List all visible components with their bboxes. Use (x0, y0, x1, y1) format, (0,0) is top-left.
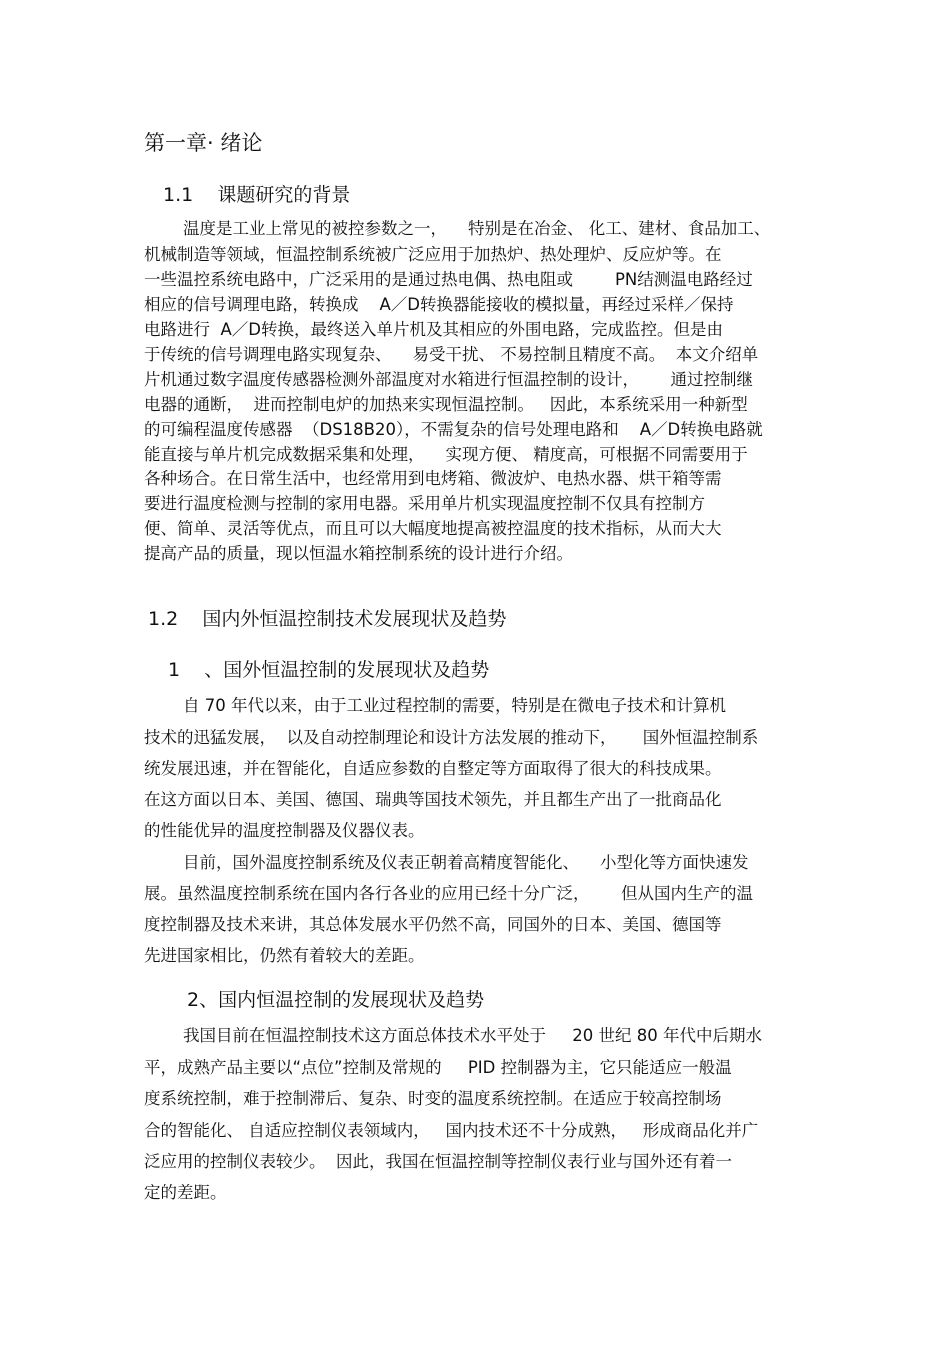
paragraph-line: 定的差距。 (144, 1183, 227, 1202)
subsection-2-heading: 2、国内恒温控制的发展现状及趋势 (187, 989, 485, 1011)
paragraph-line: 一些温控系统电路中，广泛采用的是通过热电偶、热电阻或 PN结测温电路经过 (144, 270, 753, 289)
paragraph-line: 各种场合。在日常生活中，也经常用到电烤箱、微波炉、电热水器、烘干箱等需 (144, 469, 722, 488)
paragraph-line: 要进行温度检测与控制的家用电器。采用单片机实现温度控制不仅具有控制方 (144, 494, 705, 513)
paragraph-line: 展。虽然温度控制系统在国内各行各业的应用已经十分广泛， 但从国内生产的温 (144, 884, 753, 903)
paragraph-line: 泛应用的控制仪表较少。 因此，我国在恒温控制等控制仪表行业与国外还有着一 (144, 1152, 732, 1171)
section-1-1-heading: 1.1 课题研究的背景 (163, 184, 351, 206)
subsection-1-heading: 1 、国外恒温控制的发展现状及趋势 (168, 659, 490, 681)
paragraph-line: 先进国家相比，仍然有着较大的差距。 (144, 946, 425, 965)
paragraph-line: 便、简单、灵活等优点，而且可以大幅度地提高被控温度的技术指标，从而大大 (144, 519, 722, 538)
paragraph-line: 提高产品的质量，现以恒温水箱控制系统的设计进行介绍。 (144, 544, 573, 563)
chapter-title: 第一章· 绪论 (144, 131, 263, 155)
paragraph-line: 于传统的信号调理电路实现复杂、 易受干扰、 不易控制且精度不高。 本文介绍单 (144, 345, 759, 364)
paragraph-line: 合的智能化、 自适应控制仪表领域内， 国内技术还不十分成熟， 形成商品化并广 (144, 1121, 759, 1140)
paragraph-line: 机械制造等领域，恒温控制系统被广泛应用于加热炉、热处理炉、反应炉等。在 (144, 245, 722, 264)
paragraph-line: 度控制器及技术来讲，其总体发展水平仍然不高，同国外的日本、美国、德国等 (144, 915, 722, 934)
paragraph-line: 电路进行 A／D转换，最终送入单片机及其相应的外围电路，完成监控。但是由 (144, 320, 723, 339)
paragraph-line: 片机通过数字温度传感器检测外部温度对水箱进行恒温控制的设计， 通过控制继 (144, 370, 753, 389)
paragraph-line: 温度是工业上常见的被控参数之一， 特别是在冶金、 化工、建材、食品加工、 (183, 219, 771, 238)
paragraph-line: 统发展迅速，并在智能化，自适应参数的自整定等方面取得了很大的科技成果。 (144, 759, 722, 778)
paragraph-line: 目前，国外温度控制系统及仪表正朝着高精度智能化、 小型化等方面快速发 (183, 853, 749, 872)
paragraph-line: 的性能优异的温度控制器及仪器仪表。 (144, 821, 425, 840)
paragraph-line: 在这方面以日本、美国、德国、瑞典等国技术领先，并且都生产出了一批商品化 (144, 790, 722, 809)
paragraph-line: 平，成熟产品主要以“点位”控制及常规的 PID 控制器为主，它只能适应一般温 (144, 1058, 732, 1077)
paragraph-line: 自 70 年代以来，由于工业过程控制的需要，特别是在微电子技术和计算机 (183, 696, 726, 715)
paragraph-line: 我国目前在恒温控制技术这方面总体技术水平处于 20 世纪 80 年代中后期水 (183, 1026, 762, 1045)
paragraph-line: 技术的迅猛发展， 以及自动控制理论和设计方法发展的推动下， 国外恒温控制系 (144, 728, 759, 747)
paragraph-line: 电器的通断， 进而控制电炉的加热来实现恒温控制。 因此，本系统采用一种新型 (144, 395, 748, 414)
section-1-2-heading: 1.2 国内外恒温控制技术发展现状及趋势 (148, 608, 507, 630)
paragraph-line: 能直接与单片机完成数据采集和处理， 实现方便、 精度高，可根据不同需要用于 (144, 445, 748, 464)
paragraph-line: 的可编程温度传感器 （DS18B20），不需复杂的信号处理电路和 A／D转换电路就 (144, 420, 763, 439)
paragraph-line: 相应的信号调理电路，转换成 A／D转换器能接收的模拟量，再经过采样／保持 (144, 295, 734, 314)
paragraph-line: 度系统控制，难于控制滞后、复杂、时变的温度系统控制。在适应于较高控制场 (144, 1089, 722, 1108)
